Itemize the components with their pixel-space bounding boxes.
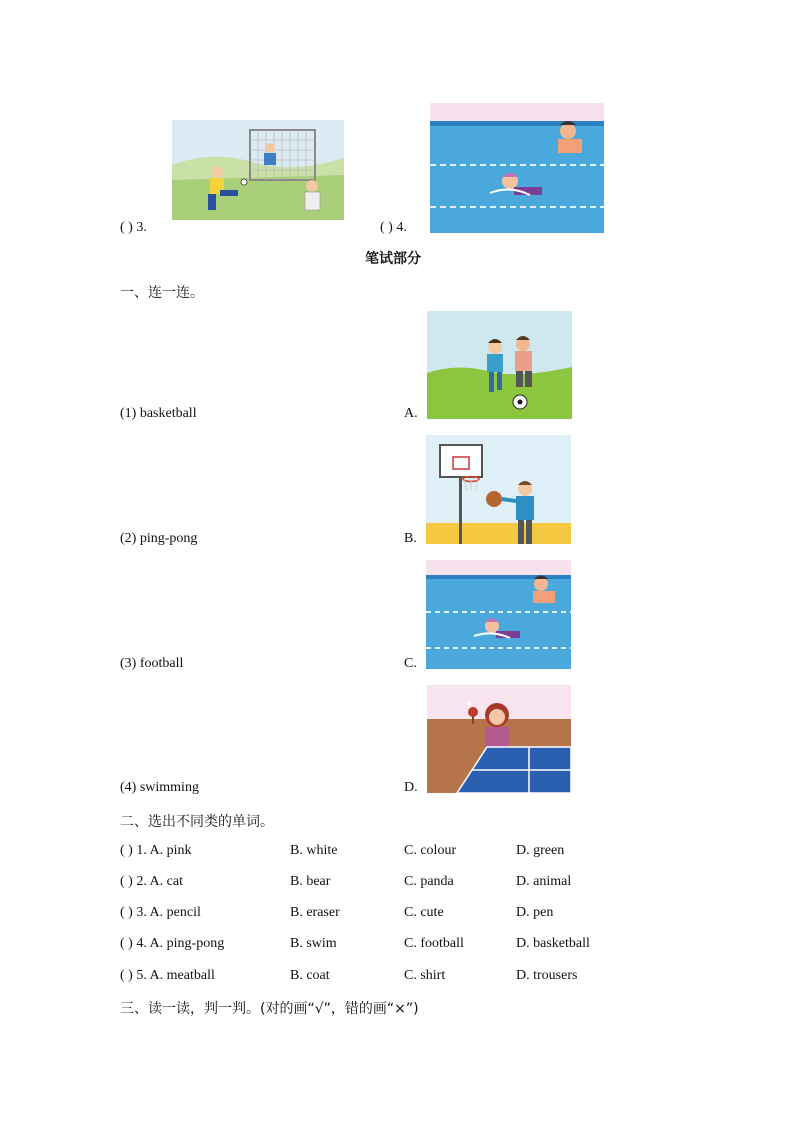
swimming-pool-illustration-top xyxy=(430,103,604,233)
match-word-2: (2) ping-pong xyxy=(120,531,198,546)
question-1-option-b: B. white xyxy=(290,843,338,858)
match-word-3: (3) football xyxy=(120,656,184,671)
question-5-option-a: ( ) 5. A. meatball xyxy=(120,968,215,983)
question-5-option-d: D. trousers xyxy=(516,968,578,983)
section1-heading: 一、连一连。 xyxy=(120,285,204,301)
written-section-title: 笔试部分 xyxy=(365,251,421,267)
question-2-option-a: ( ) 2. A. cat xyxy=(120,874,183,889)
question-2-option-b: B. bear xyxy=(290,874,331,889)
listening-item-4: ( ) 4. xyxy=(380,220,407,235)
ping-pong-illustration xyxy=(427,685,571,793)
section2-heading: 二、选出不同类的单词。 xyxy=(120,814,274,830)
match-letter-d: D. xyxy=(404,780,418,795)
section3-heading: 三、读一读，判一判。(对的画“√”，错的画“×”) xyxy=(120,1001,419,1017)
basketball-illustration xyxy=(426,435,571,544)
swimming-illustration xyxy=(426,560,571,669)
match-letter-b: B. xyxy=(404,531,417,546)
question-4-option-c: C. football xyxy=(404,936,464,951)
question-4-option-d: D. basketball xyxy=(516,936,590,951)
match-letter-c: C. xyxy=(404,656,417,671)
question-3-option-b: B. eraser xyxy=(290,905,340,920)
question-2-option-c: C. panda xyxy=(404,874,454,889)
question-3-option-a: ( ) 3. A. pencil xyxy=(120,905,201,920)
match-word-4: (4) swimming xyxy=(120,780,199,795)
question-5-option-b: B. coat xyxy=(290,968,330,983)
question-3-option-c: C. cute xyxy=(404,905,444,920)
listening-item-3: ( ) 3. xyxy=(120,220,147,235)
match-word-1: (1) basketball xyxy=(120,406,197,421)
soccer-goal-illustration xyxy=(172,120,344,220)
football-illustration xyxy=(427,311,572,419)
question-4-option-a: ( ) 4. A. ping-pong xyxy=(120,936,225,951)
question-5-option-c: C. shirt xyxy=(404,968,446,983)
question-2-option-d: D. animal xyxy=(516,874,572,889)
question-1-option-d: D. green xyxy=(516,843,565,858)
question-4-option-b: B. swim xyxy=(290,936,337,951)
question-1-option-a: ( ) 1. A. pink xyxy=(120,843,192,858)
match-letter-a: A. xyxy=(404,406,418,421)
question-1-option-c: C. colour xyxy=(404,843,457,858)
question-3-option-d: D. pen xyxy=(516,905,554,920)
